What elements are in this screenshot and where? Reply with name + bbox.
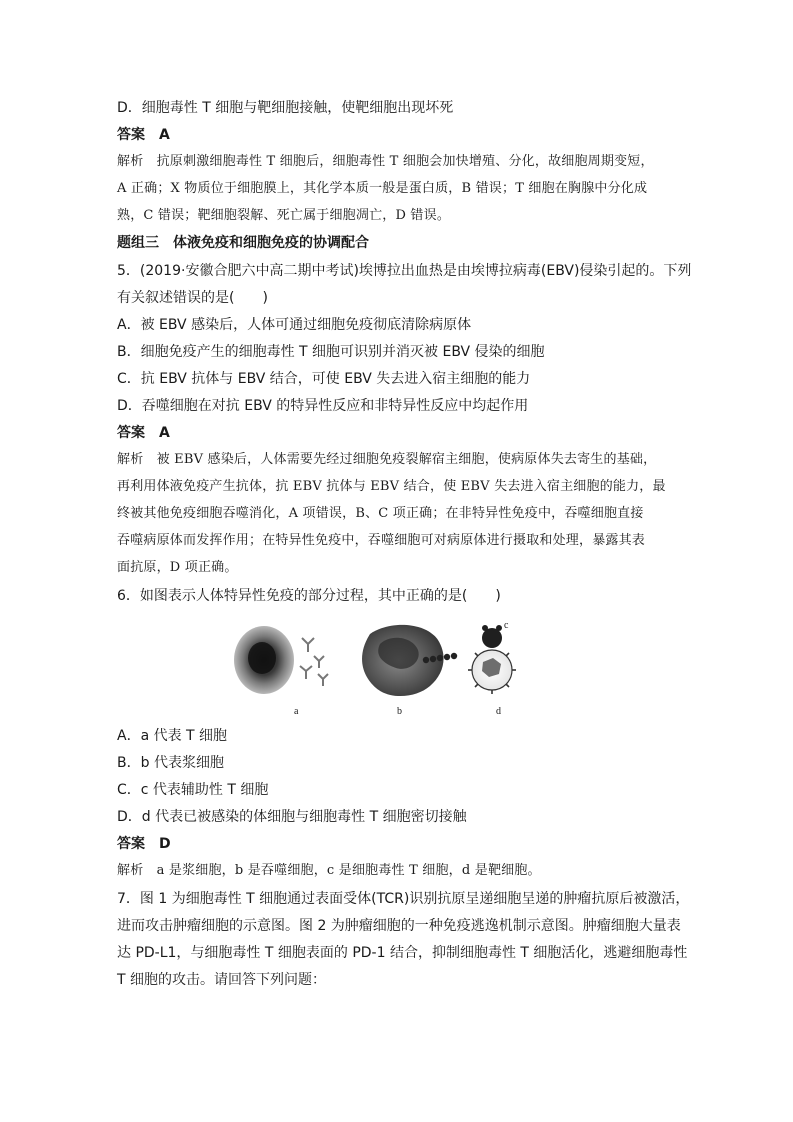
antibody-icon (314, 656, 324, 668)
explanation-q4-line2: A 正确；X 物质位于细胞膜上，其化学本质一般是蛋白质，B 错误；T 细胞在胸腺中分化成 (117, 181, 648, 196)
question-5-stem-line2: 有关叙述错误的是( ) (117, 290, 268, 306)
explanation-q5-line1: 解析 被 EBV 感染后，人体需要先经过细胞免疫裂解宿主细胞，使病原体失去寄生的基础， (117, 452, 657, 467)
cell-c-receptor (482, 625, 488, 631)
figure-label-c: c (504, 620, 509, 631)
question-7-stem-line4: T 细胞的攻击。请回答下列问题： (117, 972, 327, 988)
option-c-q5: C．抗 EBV 抗体与 EBV 结合，可使 EBV 失去进入宿主细胞的能力 (117, 371, 531, 387)
option-a-q6: A．a 代表 T 细胞 (117, 728, 228, 744)
cell-c-cytotoxic-t-cell (482, 625, 502, 648)
answer-q6 (117, 834, 171, 854)
answer-value: A (159, 425, 170, 441)
antibody-icon (300, 666, 312, 679)
cell-b-phagocyte (362, 625, 457, 696)
explanation-q5-line3: 终被其他免疫细胞吞噬消化，A 项错误，B、C 项正确；在非特异性免疫中，吞噬细胞直接 (117, 506, 644, 521)
option-b-q5: B．细胞免疫产生的细胞毒性 T 细胞可识别并消灭被 EBV 侵染的细胞 (117, 344, 545, 360)
antibody-icon (318, 674, 328, 686)
answer-label: 答案 (117, 836, 145, 852)
explanation-q4-line3: 熟，C 错误；靶细胞裂解、死亡属于细胞凋亡，D 错误。 (117, 208, 451, 223)
option-d-q4: D．细胞毒性 T 细胞与靶细胞接触，使靶细胞出现坏死 (117, 100, 454, 116)
antibody-icons (300, 638, 328, 686)
immune-cells-figure (230, 616, 530, 720)
cell-a-plasma-cell (234, 626, 328, 694)
antibody-icon (302, 638, 314, 652)
explanation-q5-line4: 吞噬病原体而发挥作用；在特异性免疫中，吞噬细胞可对病原体进行摄取和处理，暴露其表 (117, 533, 646, 548)
answer-q4 (117, 125, 170, 145)
explanation-q4-line1: 解析 抗原刺激细胞毒性 T 细胞后，细胞毒性 T 细胞会加快增殖、分化，故细胞周期变短， (117, 154, 654, 169)
cell-d-target-cell (468, 650, 516, 694)
option-b-q6: B．b 代表浆细胞 (117, 755, 224, 771)
question-5-stem-line1: 5．(2019·安徽合肥六中高二期中考试)埃博拉出血热是由埃博拉病毒(EBV)侵染引起的。下列 (117, 263, 692, 279)
answer-q5 (117, 423, 170, 443)
immune-cells-illustration (230, 616, 530, 720)
figure-label-a: a (294, 706, 299, 717)
option-c-q6: C．c 代表辅助性 T 细胞 (117, 782, 269, 798)
option-a-q5: A．被 EBV 感染后，人体可通过细胞免疫彻底清除病原体 (117, 317, 472, 333)
cell-c-receptor (496, 625, 502, 631)
question-7-stem-line1: 7．图 1 为细胞毒性 T 细胞通过表面受体(TCR)识别抗原呈递细胞呈递的肿瘤抗原后被激活， (117, 891, 690, 907)
explanation-q5-line5: 面抗原，D 项正确。 (117, 560, 238, 575)
answer-label: 答案 (117, 425, 145, 441)
figure-label-b: b (397, 706, 402, 717)
figure-label-d: d (496, 706, 501, 717)
section-heading: 题组三 体液免疫和细胞免疫的协调配合 (117, 235, 369, 251)
answer-label: 答案 (117, 127, 145, 143)
question-7-stem-line2: 进而攻击肿瘤细胞的示意图。图 2 为肿瘤细胞的一种免疫逃逸机制示意图。肿瘤细胞大量表 (117, 918, 681, 934)
answer-value: A (159, 127, 170, 143)
explanation-q6: 解析 a 是浆细胞，b 是吞噬细胞，c 是细胞毒性 T 细胞，d 是靶细胞。 (117, 863, 541, 878)
question-7-stem-line3: 达 PD-L1，与细胞毒性 T 细胞表面的 PD-1 结合，抑制细胞毒性 T 细胞活化，逃避细胞毒性 (117, 945, 688, 961)
cell-a-nucleus (248, 642, 276, 674)
option-d-q5: D．吞噬细胞在对抗 EBV 的特异性反应和非特异性反应中均起作用 (117, 398, 529, 414)
option-d-q6: D．d 代表已被感染的体细胞与细胞毒性 T 细胞密切接触 (117, 809, 467, 825)
question-6-stem: 6．如图表示人体特异性免疫的部分过程，其中正确的是( ) (117, 588, 501, 604)
explanation-q5-line2: 再利用体液免疫产生抗体，抗 EBV 抗体与 EBV 结合，使 EBV 失去进入宿主细胞的能力，最 (117, 479, 666, 494)
answer-value: D (159, 836, 171, 852)
